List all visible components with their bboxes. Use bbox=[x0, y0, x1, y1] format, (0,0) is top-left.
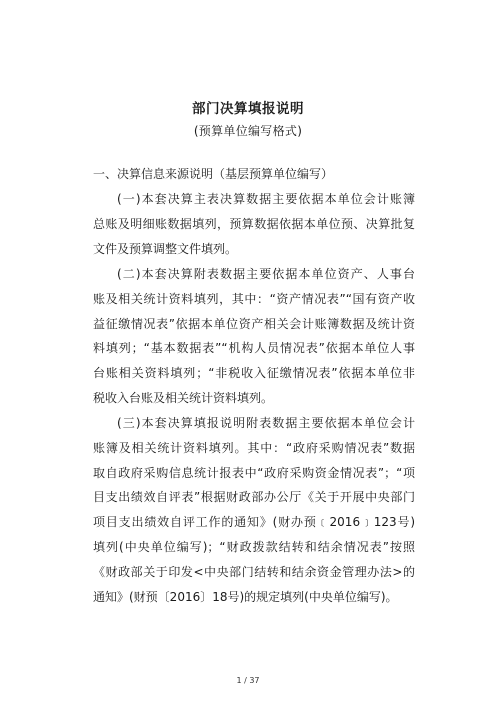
paragraph-line: 填列(中央单位编写)；“财政拨款结转和结余情况表”按照 bbox=[93, 539, 415, 554]
paragraph-3 bbox=[93, 411, 415, 609]
page-subtitle: (预算单位编写格式) bbox=[193, 124, 303, 138]
page-number: 1 / 37 bbox=[236, 676, 260, 685]
paragraph-line: 文件及预算调整文件填列。 bbox=[93, 241, 238, 256]
paragraph-line: 《财政部关于印发<中央部门结转和结余资金管理办法>的 bbox=[93, 564, 415, 579]
paragraph-line: 取自政府采购信息统计报表中“政府采购资金情况表”；“项 bbox=[93, 465, 415, 480]
paragraph-line: 税收入台账及相关统计资料填列。 bbox=[93, 390, 274, 405]
paragraph-2 bbox=[93, 262, 415, 411]
paragraph-line: 项目支出绩效自评工作的通知》(财办预﹝2016﹞123号) bbox=[93, 515, 415, 530]
page-title: 部门决算填报说明 bbox=[192, 101, 304, 117]
paragraph-line: 台账相关资料填列；“非税收入征缴情况表”依据本单位非 bbox=[93, 366, 415, 381]
paragraph-line: 总账及明细账数据填列，预算数据依据本单位预、决算批复 bbox=[93, 216, 415, 231]
paragraph-line: 账簿及相关统计资料填列。其中：“政府采购情况表”数据 bbox=[93, 440, 415, 455]
paragraph-line: (二)本套决算附表数据主要依据本单位资产、人事台 bbox=[117, 267, 415, 281]
paragraph-line: (三)本套决算填报说明附表数据主要依据本单位会计 bbox=[117, 416, 415, 430]
section-heading: 一、决算信息来源说明（基层预算单位编写） bbox=[93, 167, 334, 181]
paragraph-line: 目支出绩效自评表”根据财政部办公厅《关于开展中央部门 bbox=[93, 490, 415, 505]
paragraph-line: 料填列；“基本数据表”“机构人员情况表”依据本单位人事 bbox=[93, 341, 415, 356]
paragraph-line: 通知》(财预〔2016〕18号)的规定填列(中央单位编写)。 bbox=[93, 589, 398, 604]
paragraph-1 bbox=[93, 187, 415, 261]
paragraph-line: 益征缴情况表”依据本单位资产相关会计账簿数据及统计资 bbox=[93, 316, 415, 331]
paragraph-line: (一)本套决算主表决算数据主要依据本单位会计账簿 bbox=[117, 192, 415, 206]
paragraph-line: 账及相关统计资料填列，其中：“资产情况表”“国有资产收 bbox=[93, 291, 415, 306]
